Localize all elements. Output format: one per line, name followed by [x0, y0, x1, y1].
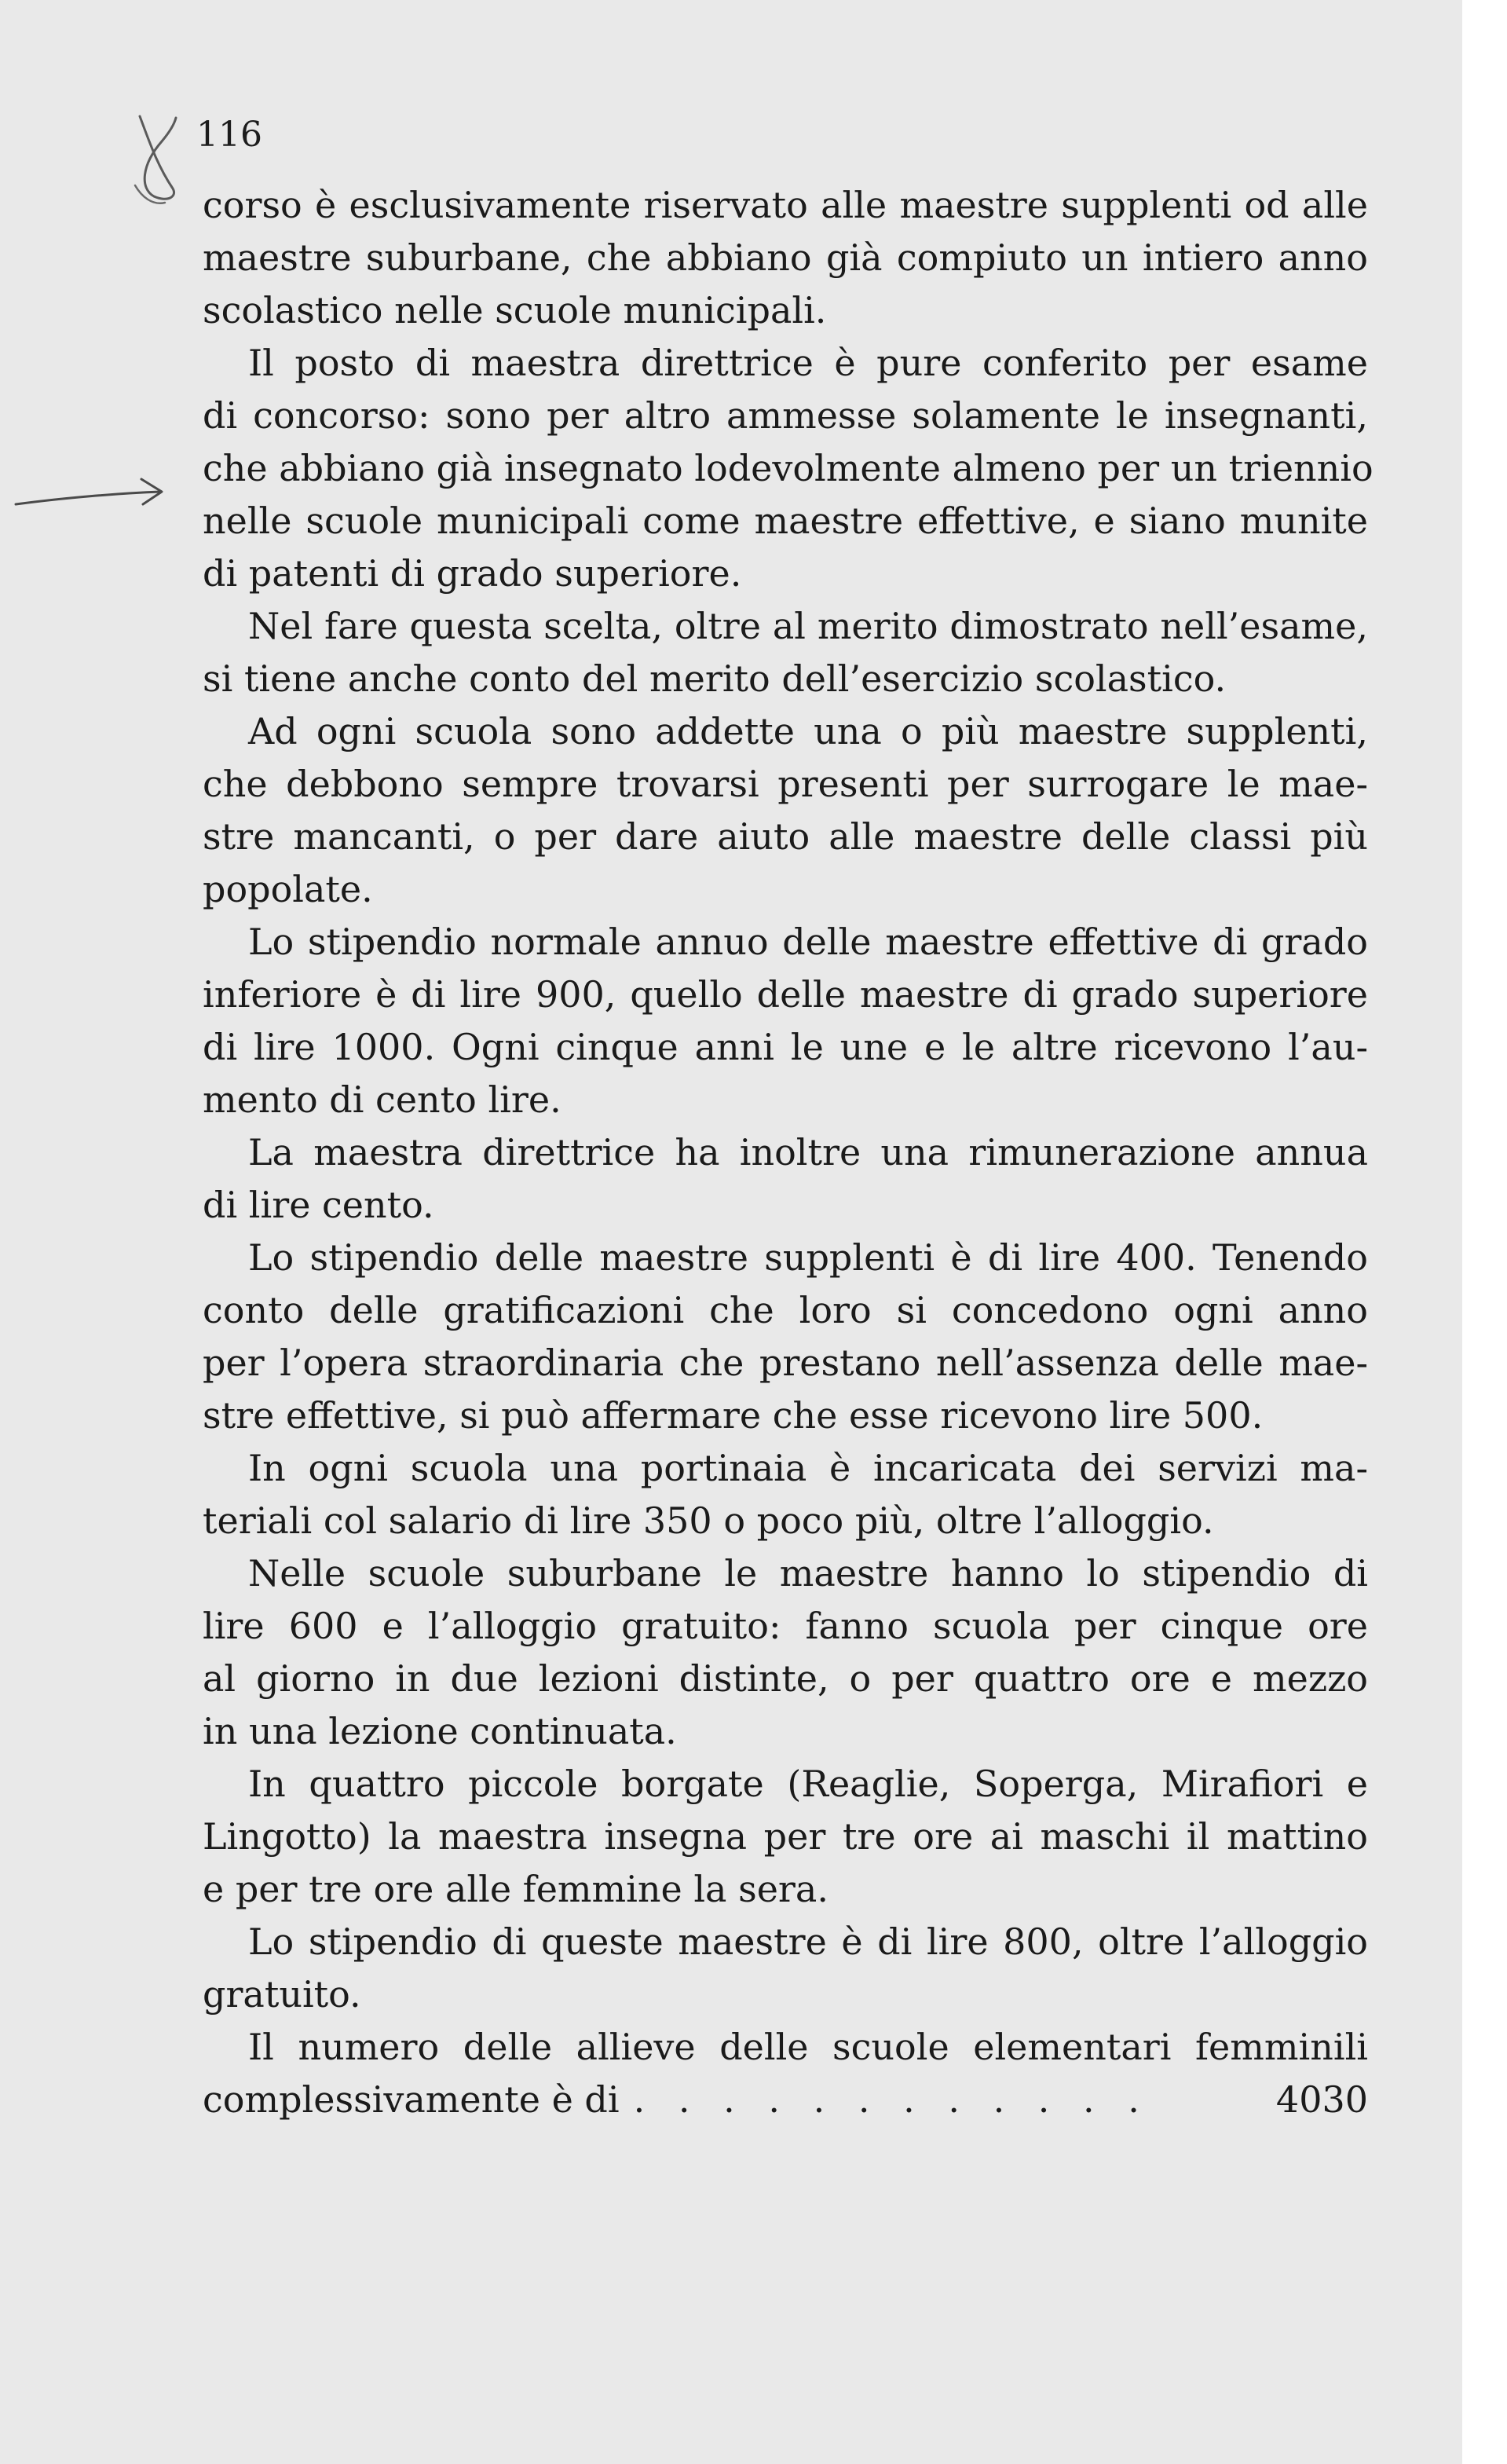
- text-line: Il posto di maestra direttrice è pure conferito per esame: [248, 342, 1368, 384]
- paragraph: [203, 1547, 1368, 1758]
- paragraph: [203, 179, 1368, 337]
- text-line: di lire 1000. Ogni cinque anni le une e le altre ricevono l’au-: [203, 1026, 1368, 1068]
- dot-leaders: . . . . . . . . . . . .: [633, 2078, 1150, 2121]
- text-line: di lire cento.: [203, 1184, 434, 1226]
- text-line: scolastico nelle scuole municipali.: [203, 289, 827, 331]
- text-line: e per tre ore alle femmine la sera.: [203, 1868, 828, 1910]
- paragraph: [203, 1442, 1368, 1547]
- paragraph: [203, 600, 1368, 705]
- text-line: conto delle gratificazioni che loro si concedono ogni anno: [203, 1289, 1368, 1331]
- text-line: nelle scuole municipali come maestre effettive, e siano munite: [203, 500, 1368, 542]
- paragraph: [203, 1758, 1368, 1916]
- text-line: lire 600 e l’alloggio gratuito: fanno scuola per cinque ore: [203, 1605, 1368, 1647]
- text-line: maestre suburbane, che abbiano già compiuto un intiero anno: [203, 236, 1368, 279]
- text-line: Il numero delle allieve delle scuole elementari femminili: [248, 2026, 1368, 2068]
- text-line: Lo stipendio di queste maestre è di lire 800, oltre l’alloggio: [248, 1920, 1368, 1963]
- paragraph: [203, 1126, 1368, 1232]
- total-label: complessivamente è di: [203, 2078, 620, 2121]
- paragraph: [203, 916, 1368, 1126]
- text-line: Lo stipendio delle maestre supplenti è di lire 400. Tenendo: [248, 1236, 1368, 1279]
- text-line: per l’opera straordinaria che prestano nell’assenza delle mae-: [203, 1342, 1368, 1384]
- page-number: 116: [196, 115, 262, 155]
- paragraph: [203, 2021, 1368, 2126]
- text-line: La maestra direttrice ha inoltre una rimunerazione annua: [248, 1131, 1368, 1173]
- text-line: Lo stipendio normale annuo delle maestre effettive di grado: [248, 921, 1368, 963]
- text-line: di patenti di grado superiore.: [203, 552, 742, 595]
- text-line: Ad ogni scuola sono addette una o più maestre supplenti,: [248, 710, 1368, 752]
- paragraph: [203, 1916, 1368, 2021]
- text-line: In ogni scuola una portinaia è incaricata dei servizi ma-: [248, 1447, 1368, 1489]
- text-line: al giorno in due lezioni distinte, o per quattro ore e mezzo: [203, 1657, 1368, 1700]
- text-line: stre mancanti, o per dare aiuto alle maestre delle classi più: [203, 815, 1368, 858]
- text-line: Nel fare questa scelta, oltre al merito dimostrato nell’esame,: [248, 605, 1368, 647]
- text-line: Nelle scuole suburbane le maestre hanno lo stipendio di: [248, 1552, 1368, 1594]
- text-line: corso è esclusivamente riservato alle maestre supplenti od alle: [203, 184, 1368, 226]
- text-line: In quattro piccole borgate (Reaglie, Soperga, Mirafiori e: [248, 1763, 1368, 1805]
- pencil-arrow-mark-icon: [0, 463, 196, 518]
- text-line: popolate.: [203, 868, 373, 910]
- text-line: di concorso: sono per altro ammesse solamente le insegnanti,: [203, 394, 1368, 437]
- text-line: inferiore è di lire 900, quello delle maestre di grado superiore: [203, 973, 1368, 1016]
- text-line: che abbiano già insegnato lodevolmente almeno per un triennio: [203, 447, 1373, 489]
- text-line: gratuito.: [203, 1973, 361, 2016]
- text-line: mento di cento lire.: [203, 1078, 561, 1121]
- body-text: [203, 179, 1373, 2126]
- paragraph: [203, 337, 1373, 600]
- pencil-check-mark-icon: [118, 110, 188, 220]
- text-line: Lingotto) la maestra insegna per tre ore ai maschi il mattino: [203, 1815, 1368, 1858]
- text-line: che debbono sempre trovarsi presenti per surrogare le mae-: [203, 763, 1368, 805]
- text-line: si tiene anche conto del merito dell’esercizio scolastico.: [203, 657, 1227, 700]
- text-line: stre effettive, si può affermare che esse ricevono lire 500.: [203, 1394, 1264, 1437]
- paragraph: [203, 1232, 1368, 1442]
- total-line: [203, 2074, 1368, 2126]
- text-line: in una lezione continuata.: [203, 1710, 677, 1752]
- paragraph: [203, 705, 1368, 916]
- scan-margin: [1462, 0, 1507, 2464]
- text-line: teriali col salario di lire 350 o poco più, oltre l’alloggio.: [203, 1499, 1214, 1542]
- total-value: 4030: [1275, 2078, 1368, 2121]
